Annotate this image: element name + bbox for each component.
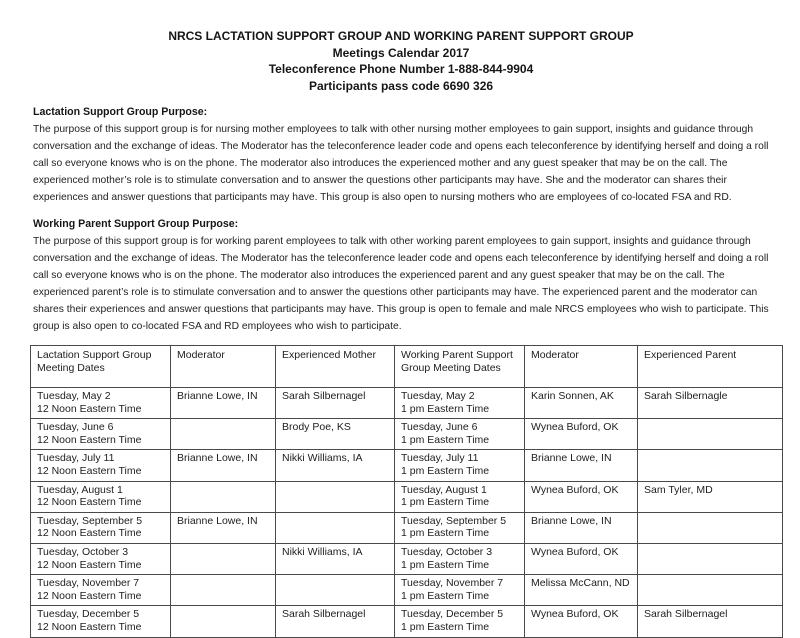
meeting-date: Tuesday, June 6 (401, 421, 478, 434)
meeting-date: Tuesday, September 5 (37, 514, 143, 527)
experienced-mother-cell: Sarah Silbernagel (276, 388, 395, 419)
working-parent-moderator-cell: Wynea Buford, OK (525, 419, 638, 450)
experienced-parent-cell (638, 450, 783, 481)
meeting-time: 1 pm Eastern Time (401, 433, 490, 446)
participants-pass-code: Participants pass code 6690 326 (308, 78, 494, 93)
lactation-date-cell (31, 481, 171, 512)
meeting-time: 12 Noon Eastern Time (37, 558, 142, 571)
lactation-moderator-cell (171, 543, 276, 574)
meeting-time: 1 pm Eastern Time (401, 496, 490, 509)
meeting-date: Tuesday, May 2 (37, 390, 111, 402)
lactation-date-cell (31, 419, 171, 450)
lactation-moderator-cell (171, 606, 276, 637)
meeting-time: 12 Noon Eastern Time (37, 496, 142, 509)
working-parent-moderator-cell: Wynea Buford, OK (525, 543, 638, 574)
meeting-time: 12 Noon Eastern Time (37, 433, 142, 446)
working-parent-moderator-cell: Brianne Lowe, IN (525, 450, 638, 481)
lactation-moderator-cell (171, 575, 276, 606)
meeting-date: Tuesday, October 3 (401, 545, 493, 558)
lactation-moderator-cell: Brianne Lowe, IN (171, 388, 276, 419)
working-parent-moderator-cell: Melissa McCann, ND (525, 575, 638, 606)
meeting-time: 12 Noon Eastern Time (37, 402, 142, 415)
experienced-parent-cell: Sarah Silbernagle (638, 388, 783, 419)
working-parent-purpose-paragraph: The purpose of this support group is for working parent employees to talk with other working parent employees to gain support, insights and guidance through conversation and the exchange of ideas. The Moderator has the teleconference leader code and opens each teleconference by identifying herself and doing a roll call so everyone knows who is on the phone. The moderator also introduces the experienced parent and any guest speaker that may be on the call. The experienced parent’s role is to stimulate conversation and to answer the questions other participants may have. The experienced parent and the moderator can shares their experiences and answer questions that participants may have. This group is open to female and male NRCS employees who wish to participate. This group is also open to co-located FSA and RD employees who wish to participate. (33, 236, 769, 332)
lactation-date-cell (31, 388, 171, 419)
meeting-date: Tuesday, July 11 (401, 452, 479, 465)
lactation-moderator-cell (171, 481, 276, 512)
table-header-row (31, 346, 783, 388)
meeting-time: 1 pm Eastern Time (401, 464, 490, 477)
meeting-date: Tuesday, December 5 (37, 608, 140, 621)
experienced-mother-cell (276, 575, 395, 606)
experienced-mother-cell (276, 481, 395, 512)
document-title-block (33, 28, 769, 94)
experienced-mother-cell: Nikki Williams, IA (276, 450, 395, 481)
meeting-date: Tuesday, July 11 (37, 452, 115, 465)
meeting-time: 1 pm Eastern Time (401, 589, 490, 602)
meeting-date: Tuesday, October 3 (37, 545, 129, 558)
experienced-parent-cell: Sarah Silbernagel (638, 606, 783, 637)
working-parent-moderator-cell: Karin Sonnen, AK (525, 388, 638, 419)
experienced-mother-cell (276, 512, 395, 543)
lactation-date-cell (31, 575, 171, 606)
working-parent-date-cell (395, 606, 525, 637)
meeting-time: 12 Noon Eastern Time (37, 620, 142, 633)
meeting-date: Tuesday, December 5 (401, 608, 504, 621)
page-subtitle-calendar: Meetings Calendar 2017 (332, 45, 470, 60)
lactation-date-cell (31, 543, 171, 574)
lactation-moderator-cell: Brianne Lowe, IN (171, 512, 276, 543)
teleconference-phone-number: Teleconference Phone Number 1-888-844-9904 (268, 62, 534, 76)
header-experienced-mother: Experienced Mother (276, 346, 395, 388)
experienced-parent-cell: Sam Tyler, MD (638, 481, 783, 512)
header-working-parent-meeting-dates: Working Parent Support Group Meeting Dates (395, 346, 525, 388)
meeting-time: 1 pm Eastern Time (401, 558, 490, 571)
table-row-june (31, 419, 783, 450)
meeting-time: 12 Noon Eastern Time (37, 589, 142, 602)
lactation-date-cell (31, 512, 171, 543)
experienced-parent-cell (638, 512, 783, 543)
lactation-date-cell (31, 606, 171, 637)
experienced-parent-cell (638, 419, 783, 450)
working-parent-date-cell (395, 512, 525, 543)
table-row-july (31, 450, 783, 481)
meeting-time: 1 pm Eastern Time (401, 527, 490, 540)
experienced-parent-cell (638, 575, 783, 606)
lactation-purpose-paragraph: The purpose of this support group is for nursing mother employees to talk with other nursing mother employees to gain support, insights and guidance through conversation and the exchange of ideas. The Moderator has the teleconference leader code and opens each teleconference by identifying herself and doing a roll call so everyone knows who is on the phone. The moderator also introduces the experienced mother and any guest speaker that may be on the call. The experienced mother’s role is to stimulate conversation and to answer the questions other participants may have. She and the moderator can shares their experiences and answer questions that participants may have. This group is also open to nursing mothers who are employees of co-located FSA and RD. (33, 124, 769, 203)
lactation-purpose-heading: Lactation Support Group Purpose: (33, 106, 208, 118)
table-row-august (31, 481, 783, 512)
section-lactation-purpose (33, 104, 769, 206)
working-parent-purpose-heading: Working Parent Support Group Purpose: (33, 218, 239, 230)
section-working-parent-purpose (33, 216, 769, 335)
meeting-date: Tuesday, June 6 (37, 421, 114, 434)
lactation-moderator-cell: Brianne Lowe, IN (171, 450, 276, 481)
meeting-date: Tuesday, November 7 (37, 577, 140, 590)
table-row-november (31, 575, 783, 606)
experienced-mother-cell: Brody Poe, KS (276, 419, 395, 450)
meeting-time: 12 Noon Eastern Time (37, 464, 142, 477)
header-lactation-moderator: Moderator (171, 346, 276, 388)
meeting-time: 1 pm Eastern Time (401, 620, 490, 633)
meeting-date: Tuesday, May 2 (401, 390, 475, 402)
working-parent-date-cell (395, 481, 525, 512)
working-parent-date-cell (395, 543, 525, 574)
meeting-date: Tuesday, September 5 (401, 514, 507, 527)
experienced-parent-cell (638, 543, 783, 574)
working-parent-moderator-cell: Wynea Buford, OK (525, 481, 638, 512)
working-parent-date-cell (395, 388, 525, 419)
working-parent-date-cell (395, 450, 525, 481)
page-title: NRCS LACTATION SUPPORT GROUP AND WORKING PARENT SUPPORT GROUP (168, 29, 634, 43)
table-row-december (31, 606, 783, 637)
working-parent-moderator-cell: Wynea Buford, OK (525, 606, 638, 637)
lactation-moderator-cell (171, 419, 276, 450)
experienced-mother-cell: Sarah Silbernagel (276, 606, 395, 637)
meeting-date: Tuesday, November 7 (401, 577, 504, 590)
header-working-parent-moderator: Moderator (525, 346, 638, 388)
meeting-time: 12 Noon Eastern Time (37, 527, 142, 540)
working-parent-moderator-cell: Brianne Lowe, IN (525, 512, 638, 543)
header-experienced-parent: Experienced Parent (638, 346, 783, 388)
experienced-mother-cell: Nikki Williams, IA (276, 543, 395, 574)
working-parent-date-cell (395, 575, 525, 606)
table-row-september (31, 512, 783, 543)
table-row-october (31, 543, 783, 574)
meeting-time: 1 pm Eastern Time (401, 402, 490, 415)
meetings-calendar-table (30, 345, 783, 638)
meeting-date: Tuesday, August 1 (401, 483, 487, 496)
lactation-date-cell (31, 450, 171, 481)
working-parent-date-cell (395, 419, 525, 450)
table-row-may (31, 388, 783, 419)
meeting-date: Tuesday, August 1 (37, 483, 123, 496)
header-lactation-meeting-dates: Lactation Support Group Meeting Dates (31, 346, 171, 388)
